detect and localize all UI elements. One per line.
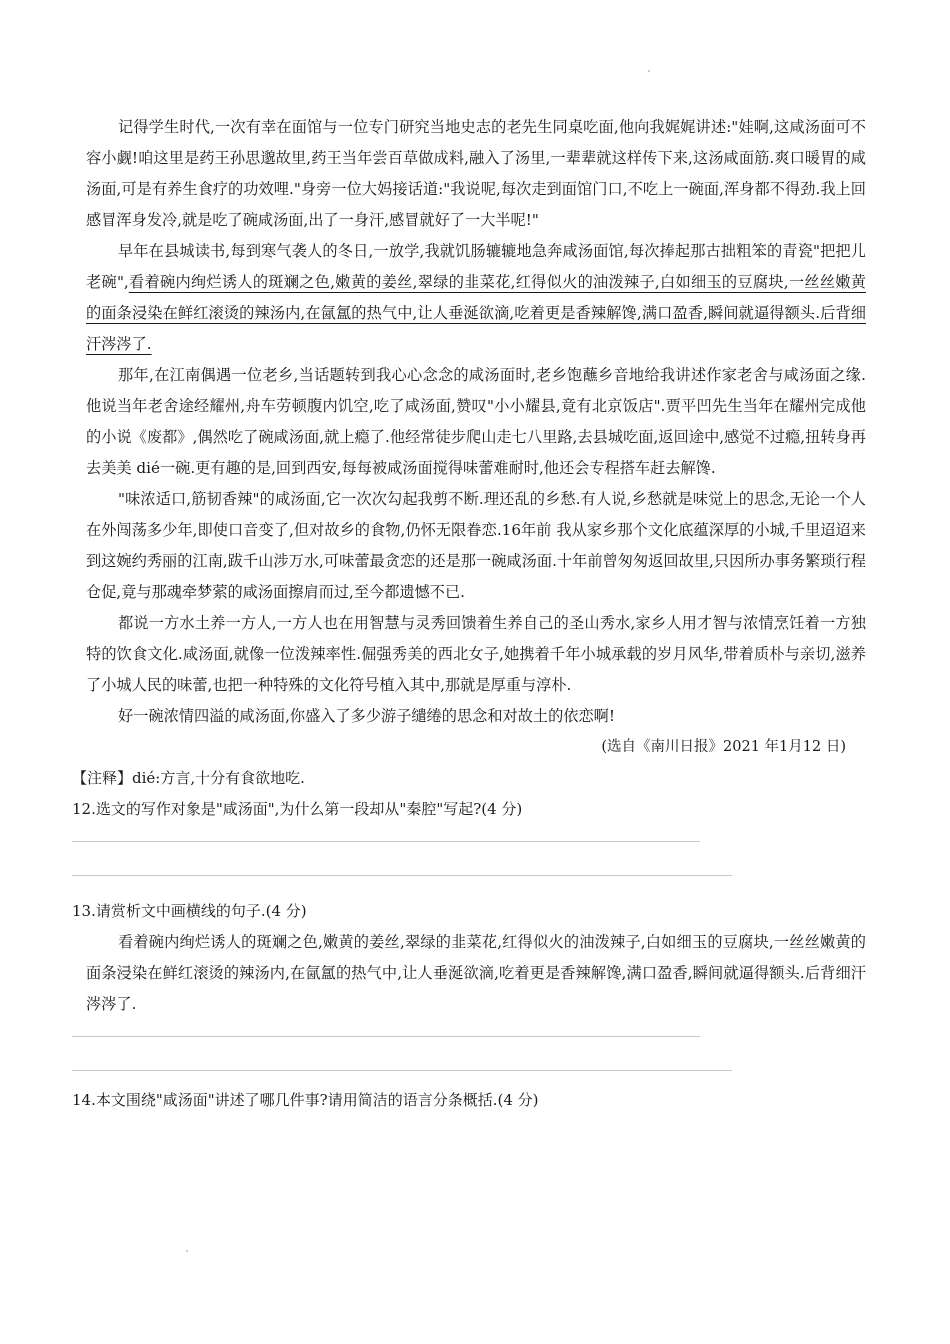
underlined-sentence: 看着碗内绚烂诱人的斑斓之色,嫩黄的姜丝,翠绿的韭菜花,红得似火的油泼辣子,白如细玉的豆腐块,一丝丝嫩黄的面条浸染在鲜红滚烫的辣汤内,在氤氲的热气中,让人垂涎欲滴,吃着更是香辣解馋,满口盈香,瞬间就逼得额头.后背细汗涔涔了. (86, 273, 866, 353)
answer-line-13-1 (72, 1036, 700, 1037)
question-14: 14.本文围绕"咸汤面"讲述了哪几件事?请用简洁的语言分条概括.(4 分) (72, 1091, 539, 1109)
article-paragraph-5: 都说一方水土养一方人,一方人也在用智慧与灵秀回馈着生养自己的圣山秀水,家乡人用才智与浓情烹饪着一方独特的饮食文化.咸汤面,就像一位泼辣率性.倔强秀美的西北女子,她携着千年小城承载的岁月风华,带着质朴与亲切,滋养了小城人民的味蕾,也把一种特殊的文化符号植入其中,那就是厚重与淳朴. (86, 614, 866, 694)
article-paragraph-2-lead: 早年在县城读书,每到寒气袭人的冬日,一放学,我就饥肠辘辘地急奔咸汤面馆,每次捧起那古拙粗笨的青瓷"把把儿老碗", (86, 242, 866, 291)
scan-dot-top (648, 70, 650, 72)
answer-line-13-2 (72, 1070, 732, 1071)
article-paragraph-6: 好一碗浓情四溢的咸汤面,你盛入了多少游子缱绻的思念和对故土的依恋啊! (118, 707, 615, 725)
article-paragraph-4: "味浓适口,筋韧香辣"的咸汤面,它一次次勾起我剪不断.理还乱的乡愁.有人说,乡愁就是味觉上的思念,无论一个人在外闯荡多少年,即使口音变了,但对故乡的食物,仍怀无限眷恋.16年前 我从家乡那个文化底蕴深厚的小城,千里迢迢来到这婉约秀丽的江南,跋千山涉万水,可味蕾最贪恋的还是那一碗咸汤面.十年前曾匆匆返回故里,只因所办事务繁琐行程仓促,竟与那魂牵梦萦的咸汤面擦肩而过,至今都遗憾不已. (86, 490, 866, 601)
article-source: (选自《南川日报》2021 年1月12 日) (601, 739, 846, 755)
scan-dot-bottom (186, 1250, 188, 1252)
answer-line-12-2 (72, 875, 732, 876)
article-paragraph-1: 记得学生时代,一次有幸在面馆与一位专门研究当地史志的老先生同桌吃面,他向我娓娓讲述:"娃啊,这咸汤面可不容小觑!咱这里是药王孙思邈故里,药王当年尝百草做成料,融入了汤里,一辈辈就这样传下来,这汤咸面筋.爽口暖胃的咸汤面,可是有养生食疗的功效哩."身旁一位大妈接话道:"我说呢,每次走到面馆门口,不吃上一碗面,浑身都不得劲.我上回感冒浑身发冷,就是吃了碗咸汤面,出了一身汗,感冒就好了一大半呢!" (86, 118, 866, 229)
exam-page (72, 112, 866, 1116)
question-13-quoted-sentence: 看着碗内绚烂诱人的斑斓之色,嫩黄的姜丝,翠绿的韭菜花,红得似火的油泼辣子,白如细玉的豆腐块,一丝丝嫩黄的面条浸染在鲜红滚烫的辣汤内,在氤氲的热气中,让人垂涎欲滴,吃着更是香辣解馋,满口盈香,瞬间就逼得额头.后背细汗涔涔了. (86, 933, 866, 1013)
answer-area-12[interactable] (72, 825, 866, 876)
question-13: 13.请赏析文中画横线的句子.(4 分) (72, 902, 307, 920)
question-12: 12.选文的写作对象是"咸汤面",为什么第一段却从"秦腔"写起?(4 分) (72, 800, 523, 818)
article-paragraph-2 (86, 236, 866, 360)
annotation-note: 【注释】dié:方言,十分有食欲地吃. (72, 769, 305, 787)
answer-line-12-1 (72, 841, 700, 842)
answer-area-13[interactable] (72, 1020, 866, 1071)
article-paragraph-3: 那年,在江南偶遇一位老乡,当话题转到我心心念念的咸汤面时,老乡饱蘸乡音地给我讲述作家老舍与咸汤面之缘.他说当年老舍途经耀州,舟车劳顿腹内饥空,吃了咸汤面,赞叹"小小耀县,竟有北京饭店".贾平凹先生当年在耀州完成他的小说《废都》,偶然吃了碗咸汤面,就上瘾了.他经常徒步爬山走七八里路,去县城吃面,返回途中,感觉不过瘾,扭转身再去美美 dié一碗.更有趣的是,回到西安,每每被咸汤面搅得味蕾难耐时,他还会专程搭车赶去解馋. (86, 366, 866, 477)
